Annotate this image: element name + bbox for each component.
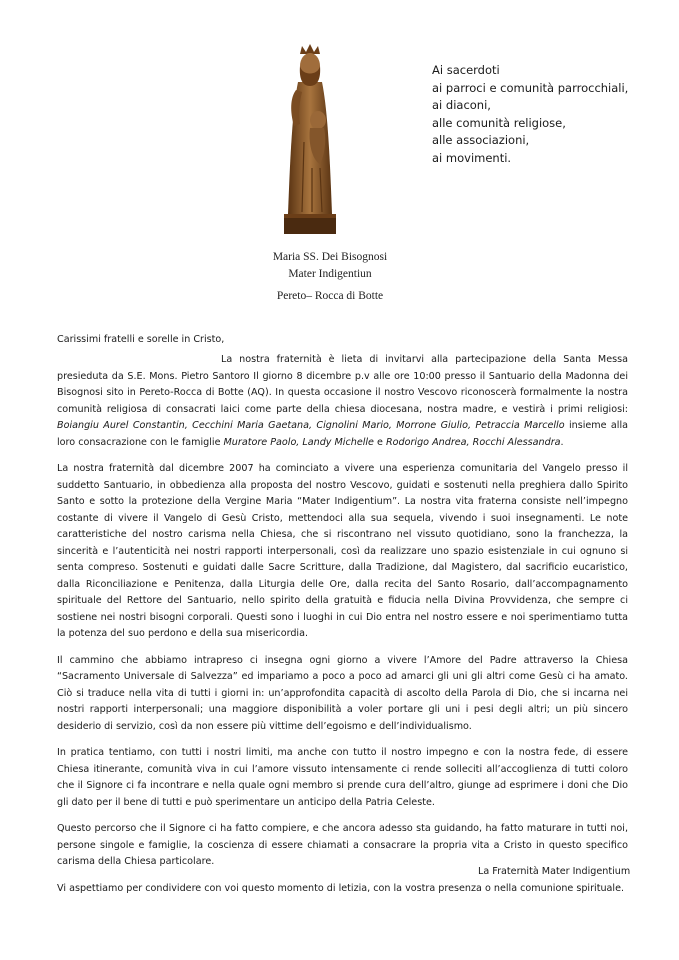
caption-line-2: Mater Indigentiun xyxy=(288,268,372,280)
recipient-line: alle associazioni, xyxy=(432,133,530,147)
signature: La Fraternità Mater Indigentium xyxy=(478,866,631,877)
names-family-2: Rodorigo Andrea, Rocchi Alessandra xyxy=(385,436,561,448)
paragraph-1-end: . xyxy=(560,436,564,448)
paragraph-1 xyxy=(57,352,628,451)
paragraph-5: Questo percorso che il Signore ci ha fatto compiere, e che ancora adesso sta guidando, ha fatto maturare in tutti noi, persone singole e famiglie, la coscienza di essere chiamati a consacrare la propria vita a Cristo in questo specifico carisma della Chiesa particolare. xyxy=(57,823,628,867)
names-religious: Boiangiu Aurel Constantin, Cecchini Maria Gaetana, Cignolini Mario, Morrone Giulio, Petraccia Marcello xyxy=(57,420,565,431)
madonna-statue-image xyxy=(282,42,338,234)
paragraph-6: Vi aspettiamo per condividere con voi questo momento di letizia, con la vostra presenza o nella comunione spirituale. xyxy=(57,882,625,894)
caption-line-1: Maria SS. Dei Bisognosi xyxy=(272,251,388,263)
greeting: Carissimi fratelli e sorelle in Cristo, xyxy=(57,334,225,345)
names-family-1: Muratore Paolo, Landy Michelle xyxy=(223,436,374,448)
recipient-line: ai movimenti. xyxy=(432,150,512,165)
letter-body xyxy=(57,352,631,907)
paragraph-1-mid: insieme alla loro consacrazione con le famiglie xyxy=(57,420,628,448)
paragraph-2: La nostra fraternità dal dicembre 2007 ha cominciato a vivere una esperienza comunitaria del Vangelo presso il suddetto Santuario, in obbedienza alla proposta del nostro Vescovo, guidati e sostenuti nella preghiera dallo Spirito Santo e sotto la protezione della Vergine Maria “Mater Indigentium”. La nostra vita fraterna consiste nell’impegno costante di vivere il Vangelo di Gesù Cristo, mettendoci alla sua sequela, vivendo i suoi insegnamenti. Le note caratteristiche del nostro carisma nella Chiesa, che si riscontrano nel vissuto quotidiano, sono la franchezza, la sincerità e l’autenticità nei nostri rapporti interpersonali, così da realizzare uno spazio esistenziale in cui ognuno si senta compreso. Sostenuti e guidati dalle Sacre Scritture, dalla Tradizione, dal Magistero, dal sacrificio eucaristico, dalla Riconciliazione e Penitenza, dalla Liturgia delle Ore, dalla recita del Santo Rosario, dall’accompagnamento spirituale del Rettore del Santuario, nello spirito della gratuità e fiducia nella Divina Provvidenza, che sempre ci sostiene nei nostri bisogni corporali. Questi sono i luoghi in cui Dio entra nel nostro essere e noi sperimentiamo tutta la potenza del suo perdono e della sua misericordia. xyxy=(57,463,628,639)
paragraph-3: Il cammino che abbiamo intrapreso ci insegna ogni giorno a vivere l’Amore del Padre attraverso la Chiesa “Sacramento Universale di Salvezza” ed impariamo a poco a poco ad amarci gli uni gli altri come Gesù ci ha amato. Ciò si traduce nella vita di tutti i giorni in: un’approfondita capacità di ascolto della Parola di Dio, che si incarna nei nostri rapporti interpersonali; una maggiore disponibilità a voler portare gli uni i pesi degli altri; un più sincero desiderio di servizio, così da non essere più vittime dell’egoismo e dell’individualismo. xyxy=(57,654,628,732)
recipient-line: alle comunità religiose, xyxy=(432,115,566,130)
caption-line-3: Pereto– Rocca di Botte xyxy=(276,290,384,302)
recipient-line: ai diaconi, xyxy=(432,98,491,112)
recipient-line: ai parroci e comunità parrocchiali, xyxy=(432,80,629,95)
paragraph-1-and: e xyxy=(373,436,386,448)
paragraph-1-text: La nostra fraternità è lieta di invitarvi alla partecipazione della Santa Messa presieduta da S.E. Mons. Pietro Santoro Il giorno 8 dicembre p.v alle ore 10:00 presso il Santuario della Madonna dei Bisognosi sito in Pereto-Rocca di Botte (AQ). In questa occasione il nostro Vescovo riconoscerà formalmente la nostra comunità religiosa di consacrati laici come parte della chiesa diocesana, nostra madre, e vestirà i primi religiosi: xyxy=(57,354,628,415)
recipients-list xyxy=(432,62,628,167)
recipient-line: Ai sacerdoti xyxy=(432,63,500,77)
paragraph-4: In pratica tentiamo, con tutti i nostri limiti, ma anche con tutto il nostro impegno e con la nostra fede, di essere Chiesa itinerante, comunità viva in cui l’amore vissuto intensamente ci rende solleciti all’accoglienza di tutti coloro che il Signore ci fa incontrare e nella quale ogni membro si prende cura dell’altro, giunge ad esprimere i doni che Dio gli dato per il bene di tutti e può sperimentare un anticipo della Patria Celeste. xyxy=(57,747,628,808)
